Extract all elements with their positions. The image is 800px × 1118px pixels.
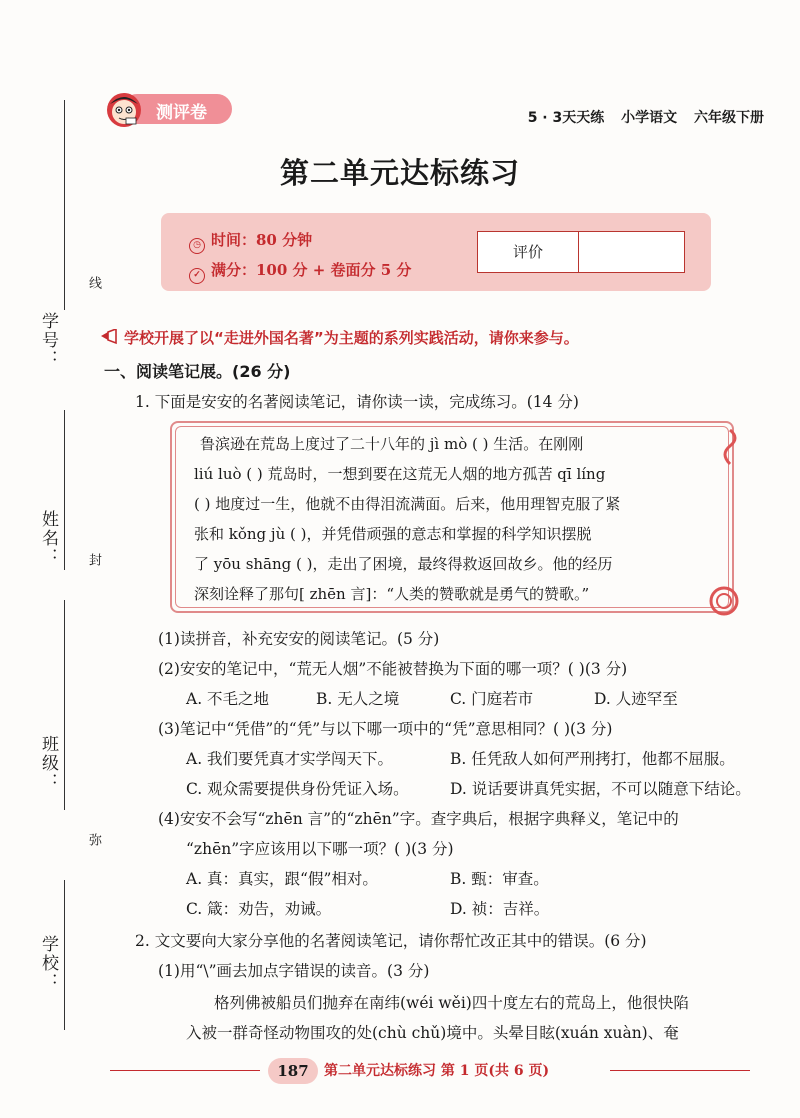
q1-sub2-opt-b[interactable]: B. 无人之境 <box>316 690 400 708</box>
evaluation-field[interactable] <box>579 232 684 272</box>
q1-sub1: (1)读拼音，补充安安的阅读笔记。(5 分) <box>158 630 440 648</box>
q1-sub4-line1: (4)安安不会写“zhēn 言”的“zhēn”字。查字典后，根据字典释义，笔记中的 <box>158 810 679 828</box>
note-line-6: 深刻诠释了那句[ zhēn 言]：“人类的赞歌就是勇气的赞歌。” <box>194 585 590 603</box>
score-line <box>189 259 411 284</box>
test-badge <box>104 88 232 130</box>
q1-sub2-opt-c[interactable]: C. 门庭若市 <box>450 690 534 708</box>
note-line-2: liú luò ( ) 荒岛时，一想到要在这荒无人烟的地方孤苦 qī líng <box>194 465 606 483</box>
binding-rule-bottom <box>64 880 65 1030</box>
student-mascot-icon <box>104 88 144 130</box>
rope-coil-icon <box>702 584 746 618</box>
score-text: 满分：100 分 + 卷面分 5 分 <box>211 261 412 279</box>
q1-sub2-opt-d[interactable]: D. 人迹罕至 <box>594 690 678 708</box>
trumpet-icon <box>100 329 118 345</box>
binding-rule-top <box>64 100 65 310</box>
q1-sub3-opt-c[interactable]: C. 观众需要提供身份凭证入场。 <box>186 780 409 798</box>
note-line-1: 鲁滨逊在荒岛上度过了二十八年的 jì mò ( ) 生活。在刚刚 <box>200 435 584 453</box>
binding-mark-line: 线 <box>86 276 101 289</box>
activity-intro <box>100 327 579 348</box>
time-text: 时间：80 分钟 <box>211 231 313 249</box>
q1-stem: 1. 下面是安安的名著阅读笔记，请你读一读，完成练习。(14 分) <box>135 393 579 411</box>
binding-mark-fold: 弥 <box>86 833 101 846</box>
note-line-5: 了 yōu shāng ( )，走出了困境，最终得救返回故乡。他的经历 <box>194 555 613 573</box>
rope-knot-icon <box>718 428 748 468</box>
q2-sub1: (1)用“\”画去加点字错误的读音。(3 分) <box>158 962 430 980</box>
time-line <box>189 229 312 254</box>
grade-name: 六年级下册 <box>694 110 764 126</box>
intro-text: 学校开展了以“走进外国名著”为主题的系列实践活动，请你来参与。 <box>124 329 579 347</box>
binding-rule-mid <box>64 410 65 570</box>
clock-icon: ◷ <box>189 238 205 254</box>
footer-rule-right <box>610 1070 750 1071</box>
series-info <box>528 107 764 127</box>
page-number: 187 <box>268 1058 318 1084</box>
q1-sub4-opt-d[interactable]: D. 祯：吉祥。 <box>450 900 550 918</box>
q1-sub4-opt-a[interactable]: A. 真：真实，跟“假”相对。 <box>186 870 378 888</box>
footer-rule-left <box>110 1070 260 1071</box>
subject-name: 小学语文 <box>621 110 678 126</box>
name-label: 姓名： <box>38 510 58 567</box>
student-no-label: 学号： <box>38 312 58 369</box>
q1-sub2: (2)安安的笔记中，“荒无人烟”不能被替换为下面的哪一项？( )(3 分) <box>158 660 628 678</box>
q1-sub2-opt-a[interactable]: A. 不毛之地 <box>186 690 270 708</box>
evaluation-box <box>477 231 685 273</box>
q1-sub3: (3)笔记中“凭借”的“凭”与以下哪一项中的“凭”意思相同？( )(3 分) <box>158 720 613 738</box>
note-line-3: ( ) 地度过一生，他就不由得泪流满面。后来，他用理智克服了紧 <box>194 495 621 513</box>
q1-sub4-line2: “zhēn”字应该用以下哪一项？( )(3 分) <box>186 840 454 858</box>
note-line-4: 张和 kǒng jù ( )，并凭借顽强的意志和掌握的科学知识摆脱 <box>194 525 592 543</box>
q2-text-line-2: 入被一群奇怪动物围攻的处(chù chǔ)境中。头晕目眩(xuán xuàn)、奄 <box>186 1024 679 1042</box>
check-icon: ✓ <box>189 268 205 284</box>
q1-sub4-opt-c[interactable]: C. 箴：劝告，劝诫。 <box>186 900 332 918</box>
q1-sub3-opt-a[interactable]: A. 我们要凭真才实学闯天下。 <box>186 750 394 768</box>
q2-stem: 2. 文文要向大家分享他的名著阅读笔记，请你帮忙改正其中的错误。(6 分) <box>135 932 647 950</box>
binding-rule-low <box>64 600 65 810</box>
q1-sub3-opt-d[interactable]: D. 说话要讲真凭实据，不可以随意下结论。 <box>450 780 751 798</box>
evaluation-label: 评价 <box>478 232 579 272</box>
footer-text: 第二单元达标练习 第 1 页(共 6 页) <box>324 1063 550 1079</box>
badge-label: 测评卷 <box>156 103 207 123</box>
page-title: 第二单元达标练习 <box>279 156 520 190</box>
class-label: 班级： <box>38 735 58 792</box>
q1-sub3-opt-b[interactable]: B. 任凭敌人如何严刑拷打，他都不屈服。 <box>450 750 735 768</box>
q1-sub4-opt-b[interactable]: B. 甄：审查。 <box>450 870 549 888</box>
binding-mark-seal: 封 <box>86 553 101 566</box>
q2-text-line-1: 格列佛被船员们抛弃在南纬(wéi wěi)四十度左右的荒岛上，他很快陷 <box>214 994 689 1012</box>
exam-info-box <box>161 213 711 291</box>
section1-heading: 一、阅读笔记展。(26 分) <box>104 362 291 381</box>
school-label: 学校： <box>38 935 58 992</box>
series-name: 5 · 3天天练 <box>527 110 605 126</box>
